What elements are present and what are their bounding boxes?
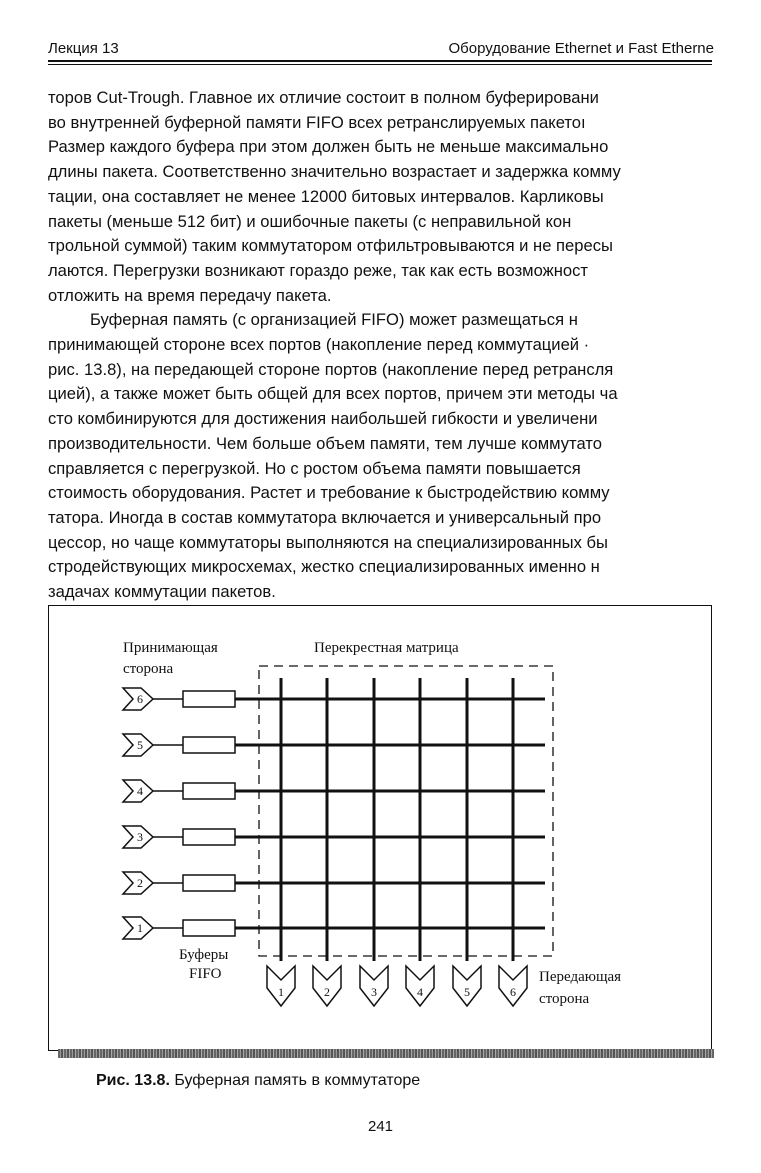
input-port-number: 5 (137, 738, 143, 752)
text-line: задачах коммутации пакетов. (48, 582, 276, 602)
text-line: пакеты (меньше 512 бит) и ошибочные пакеты (с неправильной кон (48, 211, 572, 231)
receiving-side-label-2: сторона (123, 661, 174, 677)
text-line: сто комбинируются для достижения наибольшей гибкости и увеличени (48, 409, 598, 429)
figure-13-8 (48, 605, 712, 1051)
text-line: торов Cut-Trough. Главное их отличие состоит в полном буферировани (48, 88, 599, 107)
figure-shadow (58, 1049, 714, 1058)
input-port-number: 6 (137, 692, 143, 706)
text-line: рис. 13.8), на передающей стороне портов (накопление перед ретрансля (48, 359, 614, 379)
text-line: производительности. Чем больше объем памяти, тем лучше коммутато (48, 433, 602, 453)
input-port-number: 3 (137, 830, 143, 844)
output-port-number: 6 (510, 985, 516, 999)
text-line: цией), а также может быть общей для всех портов, причем эти методы ча (48, 384, 618, 404)
text-line: длины пакета. Соответственно значительно возрастает и задержка комму (48, 162, 621, 182)
matrix-dashed-border (259, 666, 553, 956)
figure-caption (96, 1072, 420, 1090)
fifo-buffer (183, 920, 235, 936)
text-line: трольной суммой) таким коммутатором отфильтровываются и не пересы (48, 236, 613, 256)
input-port-number: 1 (137, 921, 143, 935)
transmitting-side-label-1: Передающая (539, 969, 622, 985)
caption-number: Рис. 13.8. (96, 1072, 170, 1089)
output-port-number: 3 (371, 985, 377, 999)
transmitting-side-label-2: сторона (539, 991, 590, 1007)
input-port-number: 2 (137, 876, 143, 890)
fifo-buffer (183, 691, 235, 707)
text-line: лаются. Перегрузки возникают гораздо реже, так как есть возможност (48, 260, 589, 280)
text-line: во внутренней буферной памяти FIFO всех ретранслируемых пакетоı (48, 112, 586, 132)
header-rule-thin (48, 64, 712, 65)
fifo-buffer (183, 829, 235, 845)
text-line: справляется с перегрузкой. Но с ростом объема памяти повышается (48, 458, 581, 478)
text-line: татора. Иногда в состав коммутатора включается и универсальный про (48, 507, 602, 527)
text-line: Буферная память (с организацией FIFO) может размещаться н (90, 310, 578, 330)
caption-text: Буферная память в коммутаторе (169, 1072, 421, 1089)
text-line: принимающей стороне всех портов (накопление перед коммутацией · (48, 335, 590, 355)
buffers-label-1: Буферы (179, 947, 229, 963)
matrix-label: Перекрестная матрица (314, 640, 459, 656)
fifo-buffer (183, 875, 235, 891)
header-rule (48, 60, 712, 62)
buffers-label-2: FIFO (189, 966, 222, 982)
text-line: отложить на время передачу пакета. (48, 285, 332, 305)
fifo-buffer (183, 783, 235, 799)
text-line: стродействующих микросхемах, жестко специализированных именно н (48, 557, 600, 577)
fifo-buffer (183, 737, 235, 753)
header-section-title: Оборудование Ethernet и Fast Etherne (448, 40, 714, 57)
running-header (48, 38, 712, 60)
body-text (48, 86, 712, 605)
text-line: стоимость оборудования. Растет и требование к быстродействию комму (48, 483, 610, 503)
text-line: Размер каждого буфера при этом должен быть не меньше максимально (48, 137, 609, 157)
text-line: цессор, но чаще коммутаторы выполняются на специализированных бы (48, 532, 608, 552)
output-port-number: 4 (417, 985, 423, 999)
text-line: тации, она составляет не менее 12000 битовых интервалов. Карликовы (48, 186, 604, 206)
receiving-side-label-1: Принимающая (123, 640, 218, 656)
output-port-number: 5 (464, 985, 470, 999)
input-port-number: 4 (137, 784, 143, 798)
output-port-number: 2 (324, 985, 330, 999)
crossbar-diagram (49, 606, 710, 1049)
page-number: 241 (367, 1118, 394, 1135)
header-lecture: Лекция 13 (48, 40, 119, 57)
output-port-number: 1 (278, 985, 284, 999)
